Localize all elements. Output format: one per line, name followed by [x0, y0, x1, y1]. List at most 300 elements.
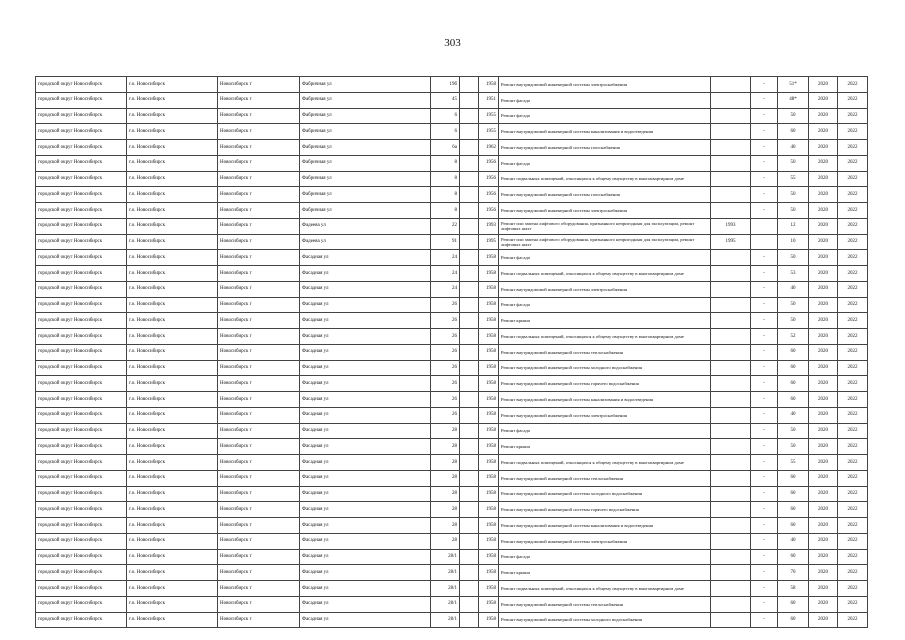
- cell-work: Ремонт или замена лифтового оборудования, признанного непригодным для эксплуатации, ремонт лифтовых шахт: [499, 234, 711, 250]
- cell-okrug: городской округ Новосибирск: [36, 392, 127, 408]
- cell-city: Новосибирск г: [218, 565, 300, 581]
- cell-house: 28: [431, 423, 460, 439]
- cell-go: г.о. Новосибирск: [127, 612, 218, 628]
- cell-year: 1956: [479, 187, 499, 203]
- cell-go: г.о. Новосибирск: [127, 502, 218, 518]
- cell-dash: -: [751, 92, 778, 108]
- cell-extra: [711, 344, 751, 360]
- cell-dash: -: [751, 344, 778, 360]
- cell-year: 1958: [479, 470, 499, 486]
- cell-city: Новосибирск г: [218, 470, 300, 486]
- cell-count: 51*: [778, 77, 809, 93]
- cell-go: г.о. Новосибирск: [127, 392, 218, 408]
- cell-city: Новосибирск г: [218, 533, 300, 549]
- cell-year: 1958: [479, 392, 499, 408]
- cell-year-start: 2020: [809, 423, 838, 439]
- cell-okrug: городской округ Новосибирск: [36, 171, 127, 187]
- cell-dash: -: [751, 407, 778, 423]
- cell-work: Ремонт фасада: [499, 108, 711, 124]
- cell-note: [460, 376, 479, 392]
- cell-okrug: городской округ Новосибирск: [36, 596, 127, 612]
- cell-okrug: городской округ Новосибирск: [36, 439, 127, 455]
- table-row: [36, 423, 868, 439]
- cell-city: Новосибирск г: [218, 329, 300, 345]
- cell-extra: [711, 203, 751, 219]
- cell-street: Фасадная ул: [300, 407, 431, 423]
- cell-year-end: 2022: [838, 439, 868, 455]
- cell-dash: -: [751, 187, 778, 203]
- cell-street: Фасадная ул: [300, 486, 431, 502]
- cell-dash: -: [751, 155, 778, 171]
- cell-count: 60: [778, 502, 809, 518]
- cell-street: Фасадная ул: [300, 266, 431, 282]
- cell-go: г.о. Новосибирск: [127, 329, 218, 345]
- cell-year-start: 2020: [809, 392, 838, 408]
- cell-go: г.о. Новосибирск: [127, 77, 218, 93]
- cell-extra: [711, 581, 751, 597]
- cell-dash: -: [751, 612, 778, 628]
- cell-street: Фабричная ул: [300, 108, 431, 124]
- cell-go: г.о. Новосибирск: [127, 218, 218, 234]
- cell-dash: -: [751, 171, 778, 187]
- cell-house: 28/1: [431, 549, 460, 565]
- cell-extra: [711, 565, 751, 581]
- cell-work: Ремонт внутридомовой инженерной системы электроснабжения: [499, 281, 711, 297]
- cell-count: 40: [778, 140, 809, 156]
- cell-note: [460, 234, 479, 250]
- cell-extra: [711, 171, 751, 187]
- cell-year: 1958: [479, 549, 499, 565]
- cell-year: 1958: [479, 344, 499, 360]
- cell-year-end: 2022: [838, 218, 868, 234]
- cell-extra: [711, 313, 751, 329]
- cell-city: Новосибирск г: [218, 344, 300, 360]
- cell-extra: [711, 281, 751, 297]
- cell-city: Новосибирск г: [218, 234, 300, 250]
- cell-go: г.о. Новосибирск: [127, 234, 218, 250]
- cell-house: 8: [431, 155, 460, 171]
- cell-year-start: 2020: [809, 313, 838, 329]
- cell-city: Новосибирск г: [218, 502, 300, 518]
- cell-year-end: 2022: [838, 234, 868, 250]
- cell-okrug: городской округ Новосибирск: [36, 518, 127, 534]
- cell-work: Ремонт внутридомовой инженерной системы горячего водоснабжения: [499, 376, 711, 392]
- cell-note: [460, 455, 479, 471]
- cell-okrug: городской округ Новосибирск: [36, 155, 127, 171]
- cell-dash: -: [751, 266, 778, 282]
- cell-city: Новосибирск г: [218, 596, 300, 612]
- table-row: [36, 455, 868, 471]
- cell-count: 60: [778, 124, 809, 140]
- cell-extra: [711, 407, 751, 423]
- cell-city: Новосибирск г: [218, 281, 300, 297]
- cell-note: [460, 423, 479, 439]
- cell-count: 40: [778, 407, 809, 423]
- cell-note: [460, 439, 479, 455]
- cell-city: Новосибирск г: [218, 108, 300, 124]
- cell-year-end: 2022: [838, 407, 868, 423]
- cell-street: Фабричная ул: [300, 92, 431, 108]
- cell-note: [460, 140, 479, 156]
- table-row: [36, 376, 868, 392]
- cell-note: [460, 281, 479, 297]
- cell-year: 1958: [479, 439, 499, 455]
- table-row: [36, 360, 868, 376]
- table-row: [36, 612, 868, 628]
- cell-street: Фабричная ул: [300, 140, 431, 156]
- cell-year-end: 2022: [838, 140, 868, 156]
- table-row: [36, 281, 868, 297]
- cell-okrug: городской округ Новосибирск: [36, 455, 127, 471]
- cell-work: Ремонт внутридомовой инженерной системы канализования и водоотведения: [499, 392, 711, 408]
- cell-okrug: городской округ Новосибирск: [36, 250, 127, 266]
- cell-work: Ремонт внутридомовой инженерной системы теплоснабжения: [499, 596, 711, 612]
- cell-year-start: 2020: [809, 155, 838, 171]
- cell-year-end: 2022: [838, 376, 868, 392]
- cell-dash: -: [751, 439, 778, 455]
- cell-okrug: городской округ Новосибирск: [36, 92, 127, 108]
- cell-work: Ремонт фасада: [499, 549, 711, 565]
- cell-note: [460, 565, 479, 581]
- cell-street: Фасадная ул: [300, 549, 431, 565]
- cell-extra: [711, 124, 751, 140]
- cell-house: 28: [431, 455, 460, 471]
- cell-extra: [711, 376, 751, 392]
- cell-go: г.о. Новосибирск: [127, 171, 218, 187]
- cell-extra: [711, 612, 751, 628]
- cell-year-end: 2022: [838, 187, 868, 203]
- cell-go: г.о. Новосибирск: [127, 250, 218, 266]
- cell-house: 45: [431, 92, 460, 108]
- cell-city: Новосибирск г: [218, 203, 300, 219]
- cell-work: Ремонт внутридомовой инженерной системы горячего водоснабжения: [499, 502, 711, 518]
- cell-go: г.о. Новосибирск: [127, 596, 218, 612]
- cell-work: Ремонт фасада: [499, 155, 711, 171]
- cell-okrug: городской округ Новосибирск: [36, 187, 127, 203]
- cell-year-start: 2020: [809, 171, 838, 187]
- cell-work: Ремонт подвальных помещений, относящихся к общему имуществу в многоквартирном доме: [499, 581, 711, 597]
- table-row: [36, 313, 868, 329]
- cell-year-start: 2020: [809, 77, 838, 93]
- cell-work: Ремонт внутридомовой инженерной системы канализования и водоотведения: [499, 124, 711, 140]
- cell-count: 60: [778, 612, 809, 628]
- cell-okrug: городской округ Новосибирск: [36, 77, 127, 93]
- cell-city: Новосибирск г: [218, 612, 300, 628]
- cell-okrug: городской округ Новосибирск: [36, 297, 127, 313]
- cell-work: Ремонт внутридомовой инженерной системы холодного водоснабжения: [499, 486, 711, 502]
- cell-dash: -: [751, 533, 778, 549]
- cell-year: 1958: [479, 266, 499, 282]
- cell-year-end: 2022: [838, 124, 868, 140]
- cell-okrug: городской округ Новосибирск: [36, 329, 127, 345]
- cell-city: Новосибирск г: [218, 376, 300, 392]
- cell-extra: [711, 439, 751, 455]
- cell-city: Новосибирск г: [218, 423, 300, 439]
- cell-year-start: 2020: [809, 140, 838, 156]
- cell-house: 28: [431, 533, 460, 549]
- cell-okrug: городской округ Новосибирск: [36, 281, 127, 297]
- cell-year: 1958: [479, 281, 499, 297]
- cell-work: Ремонт внутридомовой инженерной системы электроснабжения: [499, 407, 711, 423]
- cell-year: 1958: [479, 407, 499, 423]
- cell-okrug: городской округ Новосибирск: [36, 218, 127, 234]
- cell-note: [460, 470, 479, 486]
- cell-dash: -: [751, 470, 778, 486]
- table-row: [36, 108, 868, 124]
- cell-note: [460, 77, 479, 93]
- table-row: [36, 407, 868, 423]
- cell-house: 24: [431, 250, 460, 266]
- cell-year: 1958: [479, 502, 499, 518]
- cell-go: г.о. Новосибирск: [127, 203, 218, 219]
- cell-dash: -: [751, 313, 778, 329]
- cell-go: г.о. Новосибирск: [127, 518, 218, 534]
- cell-street: Фасадная ул: [300, 376, 431, 392]
- cell-year-end: 2022: [838, 565, 868, 581]
- cell-year: 1958: [479, 250, 499, 266]
- cell-count: 50: [778, 439, 809, 455]
- cell-year: 1958: [479, 297, 499, 313]
- cell-dash: -: [751, 549, 778, 565]
- cell-note: [460, 392, 479, 408]
- cell-year: 1958: [479, 612, 499, 628]
- cell-go: г.о. Новосибирск: [127, 565, 218, 581]
- cell-house: 91: [431, 234, 460, 250]
- cell-note: [460, 250, 479, 266]
- table-row: [36, 171, 868, 187]
- cell-note: [460, 612, 479, 628]
- cell-house: 26: [431, 376, 460, 392]
- cell-okrug: городской округ Новосибирск: [36, 502, 127, 518]
- cell-street: Фабричная ул: [300, 77, 431, 93]
- cell-dash: -: [751, 565, 778, 581]
- cell-note: [460, 203, 479, 219]
- cell-extra: 1995: [711, 234, 751, 250]
- cell-count: 60: [778, 596, 809, 612]
- cell-year-end: 2022: [838, 423, 868, 439]
- cell-house: 8: [431, 171, 460, 187]
- cell-year-end: 2022: [838, 533, 868, 549]
- table-row: [36, 439, 868, 455]
- cell-count: 12: [778, 218, 809, 234]
- cell-note: [460, 218, 479, 234]
- table-row: [36, 155, 868, 171]
- cell-work: Ремонт подвальных помещений, относящихся к общему имуществу в многоквартирном доме: [499, 329, 711, 345]
- cell-note: [460, 329, 479, 345]
- cell-year: 1958: [479, 518, 499, 534]
- cell-city: Новосибирск г: [218, 218, 300, 234]
- cell-work: Ремонт внутридомовой инженерной системы теплоснабжения: [499, 344, 711, 360]
- cell-house: 28/1: [431, 565, 460, 581]
- cell-dash: [751, 234, 778, 250]
- cell-city: Новосибирск г: [218, 266, 300, 282]
- cell-work: Ремонт подвальных помещений, относящихся к общему имуществу в многоквартирном доме: [499, 455, 711, 471]
- cell-go: г.о. Новосибирск: [127, 187, 218, 203]
- table-row: [36, 218, 868, 234]
- cell-extra: [711, 533, 751, 549]
- cell-extra: [711, 360, 751, 376]
- cell-note: [460, 266, 479, 282]
- cell-year: 1956: [479, 171, 499, 187]
- table-row: [36, 533, 868, 549]
- cell-city: Новосибирск г: [218, 313, 300, 329]
- cell-year-end: 2022: [838, 549, 868, 565]
- cell-count: 40: [778, 281, 809, 297]
- cell-year: 1958: [479, 329, 499, 345]
- table-row: [36, 250, 868, 266]
- cell-dash: -: [751, 297, 778, 313]
- cell-work: Ремонт внутридомовой инженерной системы канализования и водоотведения: [499, 518, 711, 534]
- cell-note: [460, 596, 479, 612]
- cell-year-start: 2020: [809, 486, 838, 502]
- cell-work: Ремонт крыши: [499, 565, 711, 581]
- cell-count: 50: [778, 250, 809, 266]
- cell-street: Фасадная ул: [300, 565, 431, 581]
- cell-okrug: городской округ Новосибирск: [36, 533, 127, 549]
- table-row: [36, 329, 868, 345]
- cell-year-end: 2022: [838, 281, 868, 297]
- cell-year-start: 2020: [809, 266, 838, 282]
- cell-year-start: 2020: [809, 376, 838, 392]
- cell-year: 1962: [479, 140, 499, 156]
- cell-note: [460, 171, 479, 187]
- cell-street: Фасадная ул: [300, 581, 431, 597]
- cell-count: 10: [778, 234, 809, 250]
- cell-house: 26: [431, 392, 460, 408]
- cell-note: [460, 313, 479, 329]
- cell-dash: -: [751, 596, 778, 612]
- table-row: [36, 124, 868, 140]
- cell-year-end: 2022: [838, 455, 868, 471]
- cell-house: 26: [431, 344, 460, 360]
- cell-house: 26: [431, 329, 460, 345]
- cell-year: 1958: [479, 455, 499, 471]
- cell-city: Новосибирск г: [218, 518, 300, 534]
- cell-year-end: 2022: [838, 92, 868, 108]
- cell-city: Новосибирск г: [218, 155, 300, 171]
- cell-go: г.о. Новосибирск: [127, 439, 218, 455]
- cell-house: 24: [431, 266, 460, 282]
- cell-year-start: 2020: [809, 549, 838, 565]
- cell-street: Фасадная ул: [300, 518, 431, 534]
- cell-year-end: 2022: [838, 581, 868, 597]
- cell-street: Фасадная ул: [300, 250, 431, 266]
- cell-year-start: 2020: [809, 250, 838, 266]
- cell-extra: [711, 596, 751, 612]
- cell-street: Фабричная ул: [300, 187, 431, 203]
- cell-dash: -: [751, 376, 778, 392]
- cell-count: 60: [778, 392, 809, 408]
- cell-year-start: 2020: [809, 439, 838, 455]
- cell-street: Фасадная ул: [300, 313, 431, 329]
- cell-year-start: 2020: [809, 344, 838, 360]
- cell-year-start: 2020: [809, 518, 838, 534]
- cell-go: г.о. Новосибирск: [127, 549, 218, 565]
- cell-street: Фасадная ул: [300, 596, 431, 612]
- cell-dash: -: [751, 250, 778, 266]
- table-row: [36, 486, 868, 502]
- cell-house: 6: [431, 108, 460, 124]
- table-row: [36, 392, 868, 408]
- cell-year: 1958: [479, 486, 499, 502]
- cell-go: г.о. Новосибирск: [127, 124, 218, 140]
- cell-city: Новосибирск г: [218, 140, 300, 156]
- cell-okrug: городской округ Новосибирск: [36, 581, 127, 597]
- cell-year-end: 2022: [838, 344, 868, 360]
- cell-year-end: 2022: [838, 203, 868, 219]
- cell-work: Ремонт внутридомовой инженерной системы теплоснабжения: [499, 470, 711, 486]
- cell-okrug: городской округ Новосибирск: [36, 376, 127, 392]
- cell-count: 58: [778, 581, 809, 597]
- table-row: [36, 234, 868, 250]
- cell-extra: [711, 108, 751, 124]
- cell-house: 6: [431, 124, 460, 140]
- cell-note: [460, 518, 479, 534]
- cell-street: Фадеева ул: [300, 218, 431, 234]
- cell-street: Фасадная ул: [300, 392, 431, 408]
- page-number: 303: [444, 37, 461, 49]
- cell-work: Ремонт подвальных помещений, относящихся к общему имуществу в многоквартирном доме: [499, 171, 711, 187]
- cell-okrug: городской округ Новосибирск: [36, 423, 127, 439]
- cell-note: [460, 407, 479, 423]
- cell-extra: [711, 187, 751, 203]
- cell-dash: -: [751, 518, 778, 534]
- cell-house: 28: [431, 439, 460, 455]
- cell-city: Новосибирск г: [218, 187, 300, 203]
- cell-year-end: 2022: [838, 518, 868, 534]
- cell-count: 55: [778, 171, 809, 187]
- cell-note: [460, 155, 479, 171]
- cell-house: 26: [431, 313, 460, 329]
- cell-go: г.о. Новосибирск: [127, 533, 218, 549]
- cell-year-end: 2022: [838, 612, 868, 628]
- table-row: [36, 549, 868, 565]
- cell-house: 8: [431, 187, 460, 203]
- cell-note: [460, 581, 479, 597]
- cell-year-end: 2022: [838, 360, 868, 376]
- cell-work: Ремонт внутридомовой инженерной системы газоснабжения: [499, 187, 711, 203]
- cell-note: [460, 502, 479, 518]
- cell-city: Новосибирск г: [218, 486, 300, 502]
- cell-year-end: 2022: [838, 596, 868, 612]
- cell-count: 50: [778, 155, 809, 171]
- cell-year-start: 2020: [809, 124, 838, 140]
- cell-year-start: 2020: [809, 92, 838, 108]
- cell-count: 60: [778, 376, 809, 392]
- cell-year-end: 2022: [838, 392, 868, 408]
- cell-work: Ремонт внутридомовой инженерной системы газоснабжения: [499, 140, 711, 156]
- table-row: [36, 140, 868, 156]
- cell-count: 53: [778, 266, 809, 282]
- cell-year: 1955: [479, 124, 499, 140]
- cell-work: Ремонт или замена лифтового оборудования, признанного непригодным для эксплуатации, ремонт лифтовых шахт: [499, 218, 711, 234]
- cell-count: 70: [778, 565, 809, 581]
- cell-extra: [711, 250, 751, 266]
- cell-extra: [711, 266, 751, 282]
- cell-year: 1958: [479, 596, 499, 612]
- cell-okrug: городской округ Новосибирск: [36, 360, 127, 376]
- cell-house: 28/1: [431, 596, 460, 612]
- cell-extra: [711, 297, 751, 313]
- cell-okrug: городской округ Новосибирск: [36, 565, 127, 581]
- table-row: [36, 266, 868, 282]
- cell-city: Новосибирск г: [218, 171, 300, 187]
- cell-okrug: городской округ Новосибирск: [36, 549, 127, 565]
- cell-year: 1958: [479, 376, 499, 392]
- cell-okrug: городской округ Новосибирск: [36, 344, 127, 360]
- table-row: [36, 77, 868, 93]
- cell-okrug: городской округ Новосибирск: [36, 407, 127, 423]
